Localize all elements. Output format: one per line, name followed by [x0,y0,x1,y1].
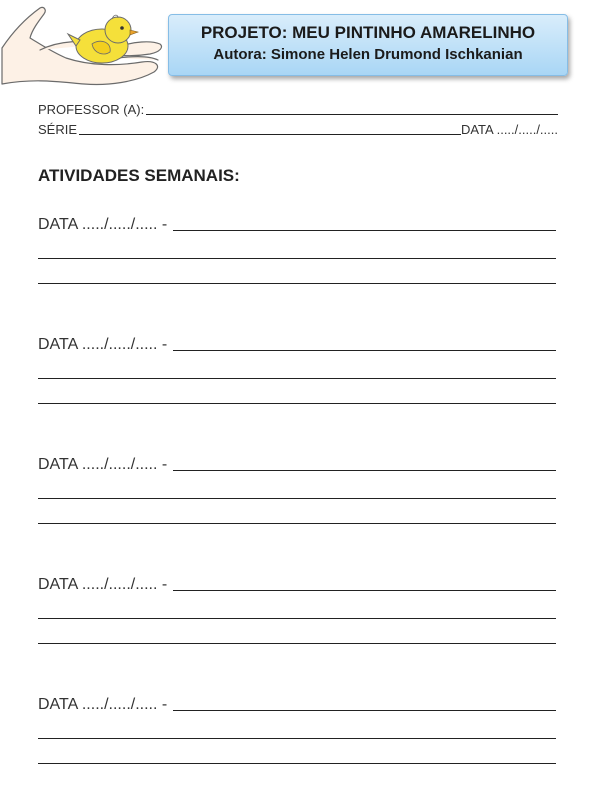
activity-line[interactable] [38,259,556,284]
activity-line[interactable] [38,379,556,404]
activity-block [38,332,556,404]
grade-input-line[interactable] [79,133,461,135]
activity-block [38,572,556,644]
activity-line[interactable] [38,619,556,644]
teacher-label: PROFESSOR (A): [38,102,145,117]
teacher-input-line[interactable] [146,113,558,115]
activity-date-label: DATA ...../...../..... - [38,456,168,473]
activity-block [38,212,556,284]
activity-line[interactable] [38,739,556,764]
activity-input-line[interactable] [173,469,556,471]
activity-line[interactable] [38,474,556,499]
section-heading: ATIVIDADES SEMANAIS: [38,166,240,185]
activity-date-label: DATA ...../...../..... - [38,696,168,713]
activity-date-label: DATA ...../...../..... - [38,336,168,353]
page-title: PROJETO: MEU PINTINHO AMARELINHO [200,23,536,42]
activity-line[interactable] [38,499,556,524]
grade-label: SÉRIE [38,122,78,137]
activity-input-line[interactable] [173,589,556,591]
activity-input-line[interactable] [173,229,556,231]
date-label: DATA ...../...../..... [460,122,558,137]
activity-line[interactable] [38,354,556,379]
activity-block [38,692,556,764]
teacher-field [38,102,558,117]
activity-block [38,452,556,524]
activity-input-line[interactable] [173,709,556,711]
activity-date-label: DATA ...../...../..... - [38,216,168,233]
activity-input-line[interactable] [173,349,556,351]
activity-line[interactable] [38,714,556,739]
activity-date-label: DATA ...../...../..... - [38,576,168,593]
author-subtitle: Autora: Simone Helen Drumond Ischkanian [213,46,523,63]
title-banner [168,14,568,76]
activity-line[interactable] [38,234,556,259]
activity-line[interactable] [38,594,556,619]
hand-holding-chick-icon [0,0,170,100]
grade-date-field [38,122,558,137]
